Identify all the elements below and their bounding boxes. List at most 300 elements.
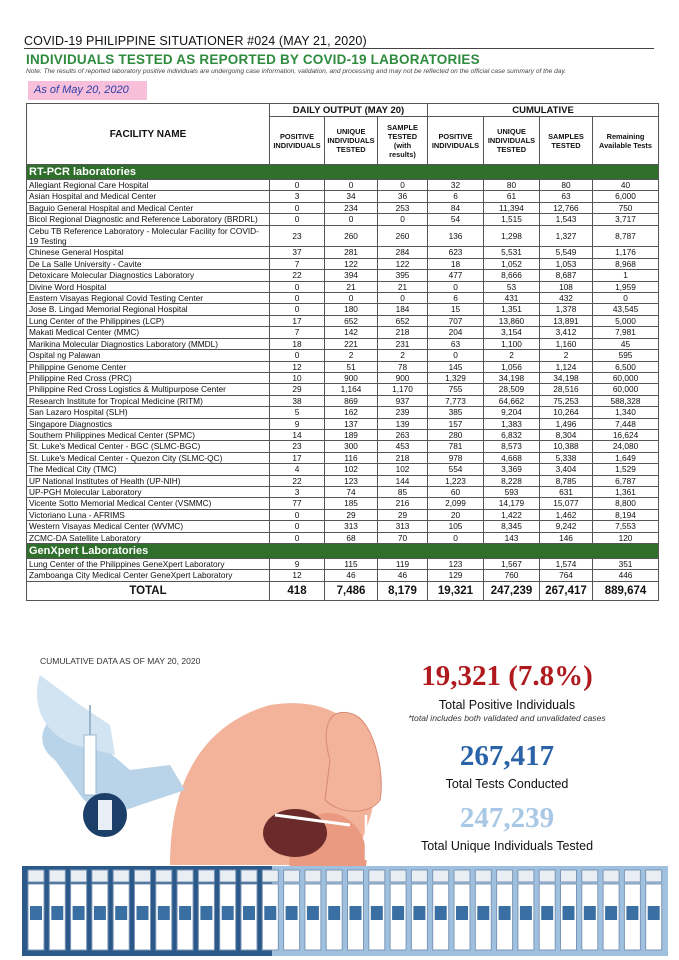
facility-name-cell: Victoriano Luna - AFRIMS <box>27 509 270 520</box>
value-cell: 1,340 <box>593 407 659 418</box>
value-cell: 1,567 <box>484 559 540 570</box>
value-cell: 477 <box>428 270 484 281</box>
value-cell: 38 <box>270 395 325 406</box>
value-cell: 21 <box>325 281 378 292</box>
value-cell: 180 <box>325 304 378 315</box>
value-cell: 11,394 <box>484 202 540 213</box>
table-row <box>27 384 659 395</box>
value-cell: 61 <box>484 191 540 202</box>
value-cell: 137 <box>325 418 378 429</box>
value-cell: 60,000 <box>593 372 659 383</box>
value-cell: 14,179 <box>484 498 540 509</box>
value-cell: 8,785 <box>540 475 593 486</box>
facility-name-cell: Philippine Red Cross (PRC) <box>27 372 270 383</box>
value-cell: 102 <box>378 464 428 475</box>
facility-name-cell: Philippine Red Cross Logistics & Multipurpose Center <box>27 384 270 395</box>
value-cell: 0 <box>270 509 325 520</box>
table-row <box>27 570 659 581</box>
facility-name-cell: Bicol Regional Diagnostic and Reference Laboratory (BRDRL) <box>27 214 270 225</box>
value-cell: 446 <box>593 570 659 581</box>
swab-test-illustration <box>20 665 400 870</box>
value-cell: 0 <box>378 293 428 304</box>
value-cell: 3,412 <box>540 327 593 338</box>
value-cell: 453 <box>378 441 428 452</box>
value-cell: 1,361 <box>593 486 659 497</box>
value-cell: 7,553 <box>593 521 659 532</box>
total-cell: 889,674 <box>593 581 659 600</box>
col-remaining-header: Remaining Available Tests <box>593 117 659 165</box>
value-cell: 755 <box>428 384 484 395</box>
value-cell: 10,264 <box>540 407 593 418</box>
value-cell: 1,351 <box>484 304 540 315</box>
value-cell: 1,959 <box>593 281 659 292</box>
value-cell: 351 <box>593 559 659 570</box>
value-cell: 2 <box>325 350 378 361</box>
total-positive-value: 19,321 (7.8%) <box>421 660 593 692</box>
value-cell: 6 <box>428 191 484 202</box>
table-row <box>27 452 659 463</box>
value-cell: 23 <box>270 225 325 247</box>
value-cell: 1,329 <box>428 372 484 383</box>
value-cell: 218 <box>378 327 428 338</box>
table-row <box>27 202 659 213</box>
value-cell: 8,345 <box>484 521 540 532</box>
header-divider <box>24 48 654 49</box>
value-cell: 14 <box>270 429 325 440</box>
value-cell: 0 <box>428 350 484 361</box>
value-cell: 623 <box>428 247 484 258</box>
table-row <box>27 293 659 304</box>
facility-name-cell: St. Luke's Medical Center - BGC (SLMC-BGC) <box>27 441 270 452</box>
value-cell: 1,170 <box>378 384 428 395</box>
value-cell: 120 <box>593 532 659 543</box>
value-cell: 5,000 <box>593 315 659 326</box>
table-row <box>27 214 659 225</box>
value-cell: 0 <box>270 350 325 361</box>
value-cell: 0 <box>270 532 325 543</box>
table-row <box>27 350 659 361</box>
value-cell: 394 <box>325 270 378 281</box>
facility-name-cell: Detoxicare Molecular Diagnostics Laboratory <box>27 270 270 281</box>
value-cell: 54 <box>428 214 484 225</box>
col-samples-header: SAMPLES TESTED <box>540 117 593 165</box>
value-cell: 18 <box>270 338 325 349</box>
table-row <box>27 281 659 292</box>
value-cell: 260 <box>378 225 428 247</box>
col-positive-header: POSITIVE INDIVIDUALS <box>270 117 325 165</box>
vial-icon <box>475 870 491 950</box>
value-cell: 0 <box>270 293 325 304</box>
value-cell: 63 <box>540 191 593 202</box>
value-cell: 45 <box>593 338 659 349</box>
value-cell: 3 <box>270 191 325 202</box>
total-cell: 7,486 <box>325 581 378 600</box>
value-cell: 17 <box>270 315 325 326</box>
vial-icon <box>177 870 193 950</box>
value-cell: 80 <box>484 180 540 191</box>
table-row <box>27 258 659 269</box>
value-cell: 116 <box>325 452 378 463</box>
table-row <box>27 532 659 543</box>
facility-name-cell: Research Institute for Tropical Medicine (RITM) <box>27 395 270 406</box>
value-cell: 9 <box>270 559 325 570</box>
value-cell: 63 <box>428 338 484 349</box>
vial-icon <box>28 870 44 950</box>
value-cell: 145 <box>428 361 484 372</box>
value-cell: 5,338 <box>540 452 593 463</box>
facility-name-cell: ZCMC-DA Satellite Laboratory <box>27 532 270 543</box>
value-cell: 46 <box>378 570 428 581</box>
value-cell: 300 <box>325 441 378 452</box>
value-cell: 432 <box>540 293 593 304</box>
value-cell: 8,666 <box>484 270 540 281</box>
as-of-badge: As of May 20, 2020 <box>28 81 147 100</box>
facility-name-header: FACILITY NAME <box>27 104 270 165</box>
facility-name-cell: St. Luke's Medical Center - Quezon City (SLMC-QC) <box>27 452 270 463</box>
facility-name-cell: Lung Center of the Philippines (LCP) <box>27 315 270 326</box>
facility-name-cell: Baguio General Hospital and Medical Center <box>27 202 270 213</box>
value-cell: 24,080 <box>593 441 659 452</box>
value-cell: 142 <box>325 327 378 338</box>
facility-name-cell: Allegiant Regional Care Hospital <box>27 180 270 191</box>
value-cell: 1,298 <box>484 225 540 247</box>
value-cell: 385 <box>428 407 484 418</box>
table-row <box>27 372 659 383</box>
value-cell: 143 <box>484 532 540 543</box>
total-tests-value: 267,417 <box>459 740 555 772</box>
value-cell: 13,891 <box>540 315 593 326</box>
value-cell: 280 <box>428 429 484 440</box>
disclaimer-note: Note: The results of reported laboratory positive individuals are undergoing case information, validation, and processing and may not be reflected on the official case summary of the day. <box>26 68 567 75</box>
table-row <box>27 327 659 338</box>
value-cell: 900 <box>325 372 378 383</box>
value-cell: 80 <box>540 180 593 191</box>
value-cell: 46 <box>325 570 378 581</box>
value-cell: 431 <box>484 293 540 304</box>
facility-name-cell: San Lazaro Hospital (SLH) <box>27 407 270 418</box>
facility-name-cell: UP-PGH Molecular Laboratory <box>27 486 270 497</box>
col-cum-positive-header: POSITIVE INDIVIDUALS <box>428 117 484 165</box>
vial-row-icon <box>22 866 668 956</box>
value-cell: 3,154 <box>484 327 540 338</box>
value-cell: 29 <box>378 509 428 520</box>
value-cell: 260 <box>325 225 378 247</box>
value-cell: 750 <box>593 202 659 213</box>
value-cell: 5,549 <box>540 247 593 258</box>
value-cell: 263 <box>378 429 428 440</box>
value-cell: 8,304 <box>540 429 593 440</box>
value-cell: 216 <box>378 498 428 509</box>
value-cell: 146 <box>540 532 593 543</box>
value-cell: 231 <box>378 338 428 349</box>
value-cell: 313 <box>378 521 428 532</box>
value-cell: 17 <box>270 452 325 463</box>
value-cell: 32 <box>428 180 484 191</box>
value-cell: 12 <box>270 361 325 372</box>
value-cell: 60,000 <box>593 384 659 395</box>
value-cell: 0 <box>270 521 325 532</box>
value-cell: 0 <box>270 304 325 315</box>
value-cell: 3,717 <box>593 214 659 225</box>
value-cell: 9,204 <box>484 407 540 418</box>
value-cell: 1,515 <box>484 214 540 225</box>
table-row <box>27 486 659 497</box>
section-rtpcr: RT-PCR laboratories <box>27 165 659 180</box>
value-cell: 84 <box>428 202 484 213</box>
value-cell: 28,509 <box>484 384 540 395</box>
value-cell: 588,328 <box>593 395 659 406</box>
vial-icon <box>369 870 385 950</box>
value-cell: 115 <box>325 559 378 570</box>
value-cell: 51 <box>325 361 378 372</box>
value-cell: 21 <box>378 281 428 292</box>
value-cell: 22 <box>270 270 325 281</box>
value-cell: 37 <box>270 247 325 258</box>
value-cell: 395 <box>378 270 428 281</box>
value-cell: 8,787 <box>593 225 659 247</box>
value-cell: 253 <box>378 202 428 213</box>
value-cell: 10,388 <box>540 441 593 452</box>
value-cell: 0 <box>378 180 428 191</box>
value-cell: 29 <box>270 384 325 395</box>
value-cell: 7,981 <box>593 327 659 338</box>
total-row <box>27 581 659 600</box>
table-row <box>27 559 659 570</box>
value-cell: 6,832 <box>484 429 540 440</box>
total-label: TOTAL <box>27 581 270 600</box>
value-cell: 1,052 <box>484 258 540 269</box>
value-cell: 129 <box>428 570 484 581</box>
value-cell: 23 <box>270 441 325 452</box>
vial-icon <box>561 870 577 950</box>
value-cell: 8,194 <box>593 509 659 520</box>
table-row <box>27 315 659 326</box>
vial-icon <box>326 870 342 950</box>
value-cell: 8,228 <box>484 475 540 486</box>
value-cell: 36 <box>378 191 428 202</box>
vial-icon <box>241 870 257 950</box>
value-cell: 102 <box>325 464 378 475</box>
value-cell: 0 <box>325 293 378 304</box>
value-cell: 85 <box>378 486 428 497</box>
value-cell: 900 <box>378 372 428 383</box>
value-cell: 707 <box>428 315 484 326</box>
value-cell: 123 <box>325 475 378 486</box>
table-row <box>27 429 659 440</box>
value-cell: 869 <box>325 395 378 406</box>
col-sample-header: SAMPLE TESTED (with results) <box>378 117 428 165</box>
vial-icon <box>113 870 129 950</box>
value-cell: 10 <box>270 372 325 383</box>
facility-name-cell: Ospital ng Palawan <box>27 350 270 361</box>
value-cell: 7 <box>270 258 325 269</box>
value-cell: 1,574 <box>540 559 593 570</box>
value-cell: 0 <box>270 180 325 191</box>
page-title: COVID-19 PHILIPPINE SITUATIONER #024 (MAY 21, 2020) <box>24 34 367 48</box>
value-cell: 123 <box>428 559 484 570</box>
value-cell: 2,099 <box>428 498 484 509</box>
value-cell: 0 <box>270 281 325 292</box>
cumulative-header: CUMULATIVE <box>428 104 659 117</box>
col-unique-header: UNIQUE INDIVIDUALS TESTED <box>325 117 378 165</box>
value-cell: 1,053 <box>540 258 593 269</box>
value-cell: 122 <box>325 258 378 269</box>
value-cell: 144 <box>378 475 428 486</box>
value-cell: 12,766 <box>540 202 593 213</box>
facility-name-cell: Jose B. Lingad Memorial Regional Hospital <box>27 304 270 315</box>
value-cell: 189 <box>325 429 378 440</box>
value-cell: 1,529 <box>593 464 659 475</box>
value-cell: 75,253 <box>540 395 593 406</box>
value-cell: 652 <box>325 315 378 326</box>
facility-name-cell: Marikina Molecular Diagnostics Laboratory (MMDL) <box>27 338 270 349</box>
value-cell: 1,100 <box>484 338 540 349</box>
value-cell: 15,077 <box>540 498 593 509</box>
value-cell: 20 <box>428 509 484 520</box>
facility-name-cell: Makati Medical Center (MMC) <box>27 327 270 338</box>
facility-name-cell: Singapore Diagnostics <box>27 418 270 429</box>
value-cell: 7,773 <box>428 395 484 406</box>
value-cell: 8,687 <box>540 270 593 281</box>
value-cell: 70 <box>378 532 428 543</box>
value-cell: 652 <box>378 315 428 326</box>
table-row <box>27 521 659 532</box>
value-cell: 7,448 <box>593 418 659 429</box>
value-cell: 1,056 <box>484 361 540 372</box>
table-row <box>27 418 659 429</box>
value-cell: 13,860 <box>484 315 540 326</box>
value-cell: 1,176 <box>593 247 659 258</box>
vial-icon <box>71 870 87 950</box>
value-cell: 15 <box>428 304 484 315</box>
vial-icon <box>624 870 640 950</box>
value-cell: 8,573 <box>484 441 540 452</box>
value-cell: 937 <box>378 395 428 406</box>
total-cell: 418 <box>270 581 325 600</box>
value-cell: 554 <box>428 464 484 475</box>
facility-name-cell: Southern Philippines Medical Center (SPMC) <box>27 429 270 440</box>
value-cell: 631 <box>540 486 593 497</box>
value-cell: 1 <box>593 270 659 281</box>
value-cell: 6,787 <box>593 475 659 486</box>
cumulative-data-label: CUMULATIVE DATA AS OF MAY 20, 2020 <box>40 656 201 666</box>
value-cell: 5,531 <box>484 247 540 258</box>
table-row <box>27 338 659 349</box>
table-row <box>27 475 659 486</box>
value-cell: 162 <box>325 407 378 418</box>
value-cell: 7 <box>270 327 325 338</box>
vial-icon <box>390 870 406 950</box>
value-cell: 16,624 <box>593 429 659 440</box>
total-cell: 267,417 <box>540 581 593 600</box>
total-cell: 19,321 <box>428 581 484 600</box>
value-cell: 8,800 <box>593 498 659 509</box>
total-positive-label: Total Positive Individuals <box>438 698 576 712</box>
value-cell: 122 <box>378 258 428 269</box>
daily-output-header: DAILY OUTPUT (MAY 20) <box>270 104 428 117</box>
table-row <box>27 407 659 418</box>
vial-icon <box>582 870 598 950</box>
value-cell: 3,404 <box>540 464 593 475</box>
value-cell: 4 <box>270 464 325 475</box>
vial-icon <box>92 870 108 950</box>
value-cell: 1,378 <box>540 304 593 315</box>
value-cell: 593 <box>484 486 540 497</box>
value-cell: 1,422 <box>484 509 540 520</box>
total-tests-label: Total Tests Conducted <box>445 777 569 791</box>
facility-name-cell: Vicente Sotto Memorial Medical Center (VSMMC) <box>27 498 270 509</box>
value-cell: 139 <box>378 418 428 429</box>
value-cell: 136 <box>428 225 484 247</box>
value-cell: 53 <box>484 281 540 292</box>
facility-name-cell: The Medical City (TMC) <box>27 464 270 475</box>
value-cell: 74 <box>325 486 378 497</box>
value-cell: 18 <box>428 258 484 269</box>
value-cell: 3 <box>270 486 325 497</box>
facility-name-cell: Asian Hospital and Medical Center <box>27 191 270 202</box>
value-cell: 8,968 <box>593 258 659 269</box>
facility-name-cell: De La Salle University - Cavite <box>27 258 270 269</box>
value-cell: 0 <box>270 214 325 225</box>
value-cell: 29 <box>325 509 378 520</box>
value-cell: 595 <box>593 350 659 361</box>
value-cell: 60 <box>428 486 484 497</box>
total-cell: 8,179 <box>378 581 428 600</box>
vial-icon <box>433 870 449 950</box>
vial-icon <box>518 870 534 950</box>
value-cell: 0 <box>593 293 659 304</box>
value-cell: 34 <box>325 191 378 202</box>
vial-icon <box>348 870 364 950</box>
facility-name-cell: Chinese General Hospital <box>27 247 270 258</box>
value-cell: 0 <box>378 214 428 225</box>
value-cell: 760 <box>484 570 540 581</box>
value-cell: 0 <box>428 281 484 292</box>
value-cell: 1,543 <box>540 214 593 225</box>
value-cell: 6 <box>428 293 484 304</box>
vial-icon <box>305 870 321 950</box>
value-cell: 221 <box>325 338 378 349</box>
value-cell: 0 <box>325 214 378 225</box>
vial-icon <box>156 870 172 950</box>
value-cell: 22 <box>270 475 325 486</box>
total-unique-label: Total Unique Individuals Tested <box>420 839 594 853</box>
facility-name-cell: UP National Institutes of Health (UP-NIH) <box>27 475 270 486</box>
facility-name-cell: Eastern Visayas Regional Covid Testing Center <box>27 293 270 304</box>
value-cell: 4,668 <box>484 452 540 463</box>
facility-name-cell: Zamboanga City Medical Center GeneXpert Laboratory <box>27 570 270 581</box>
value-cell: 184 <box>378 304 428 315</box>
value-cell: 6,000 <box>593 191 659 202</box>
vial-icon <box>497 870 513 950</box>
value-cell: 313 <box>325 521 378 532</box>
laboratory-table <box>26 103 659 601</box>
section-genexpert: GenXpert Laboratories <box>27 544 659 559</box>
total-cell: 247,239 <box>484 581 540 600</box>
value-cell: 43,545 <box>593 304 659 315</box>
value-cell: 157 <box>428 418 484 429</box>
total-unique-value: 247,239 <box>459 802 555 834</box>
facility-name-cell: Philippine Genome Center <box>27 361 270 372</box>
vial-icon <box>411 870 427 950</box>
value-cell: 284 <box>378 247 428 258</box>
value-cell: 1,383 <box>484 418 540 429</box>
value-cell: 1,160 <box>540 338 593 349</box>
value-cell: 28,516 <box>540 384 593 395</box>
value-cell: 1,124 <box>540 361 593 372</box>
facility-name-cell: Western Visayas Medical Center (WVMC) <box>27 521 270 532</box>
table-row <box>27 225 659 247</box>
